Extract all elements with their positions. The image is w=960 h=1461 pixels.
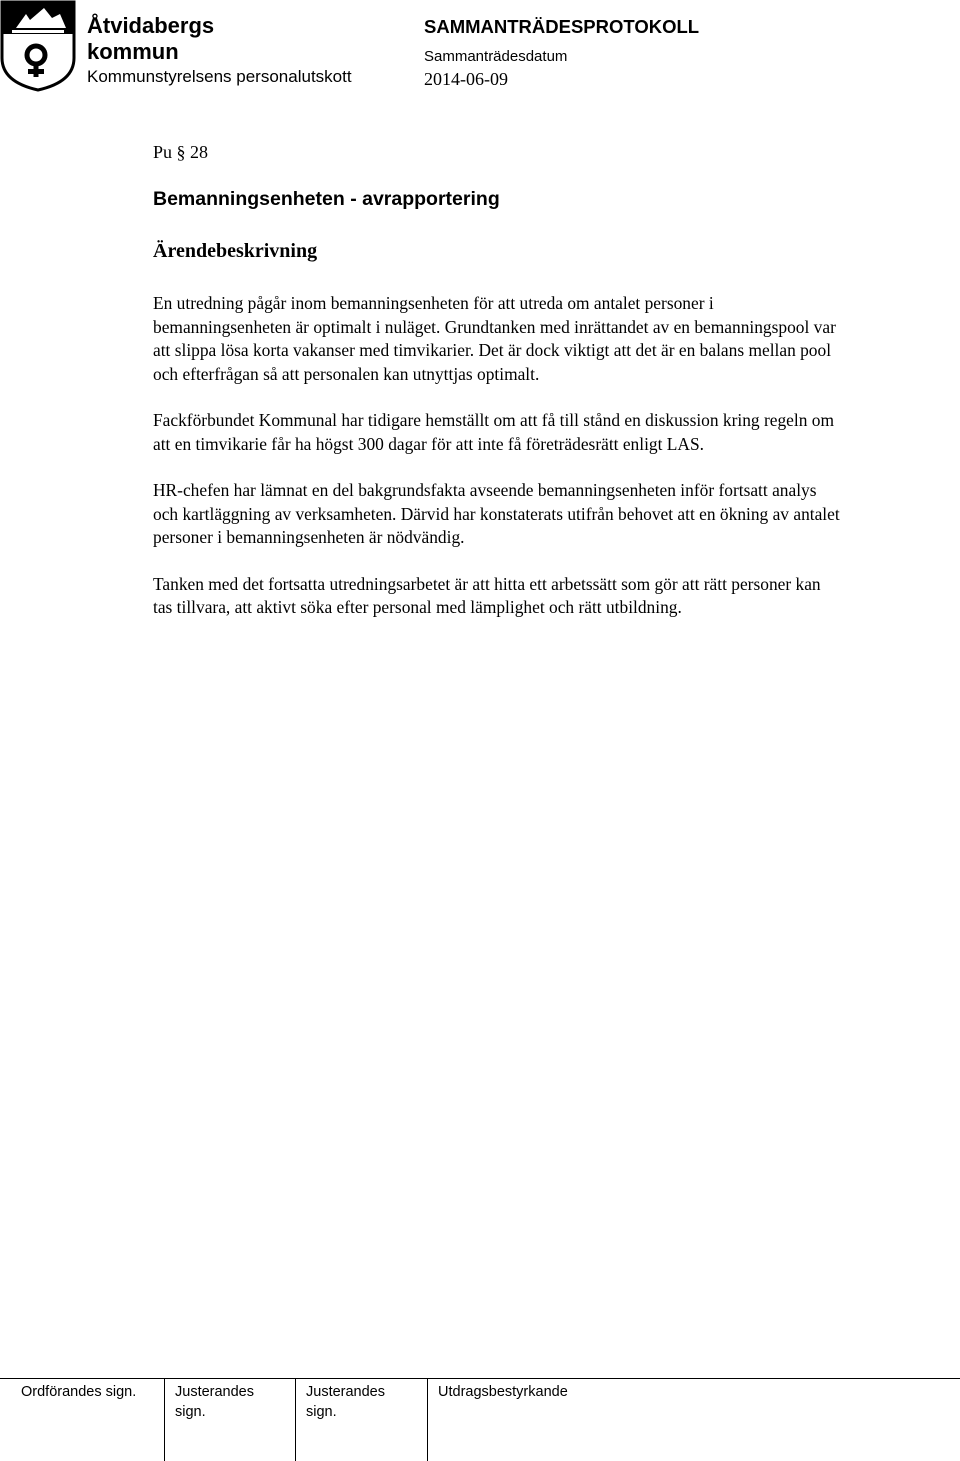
- footer-divider: [427, 1379, 428, 1461]
- footer-divider: [295, 1379, 296, 1461]
- signature-footer: [0, 1378, 960, 1461]
- body-paragraph: En utredning pågår inom bemanningsenheten för att utreda om antalet personer i bemanningsenheten är optimalt i nuläget. Grundtanken med inrättandet av en bemanningspool var att slippa lösa korta vakanser med timvikarier. Det är dock viktigt att det är en balans mellan pool och efterfrågan så att personalen kan utnyttjas optimalt.: [153, 293, 836, 384]
- body-paragraph: Fackförbundet Kommunal har tidigare hemställt om att få till stånd en diskussion kring regeln om att en timvikarie får ha högst 300 dagar för att inte få företrädesrätt enligt LAS.: [153, 410, 834, 454]
- organization-name-suffix: kommun: [87, 39, 179, 64]
- meeting-date: 2014-06-09: [424, 69, 508, 89]
- paragraph-number: Pu § 28: [153, 142, 209, 162]
- adjuster-signature-label: Justerandes sign.: [175, 1384, 254, 1420]
- document-title: Bemanningsenheten - avrapportering: [153, 188, 500, 210]
- footer-divider: [164, 1379, 165, 1461]
- committee-name: Kommunstyrelsens personalutskott: [87, 67, 352, 86]
- chair-signature-label: Ordförandes sign.: [21, 1384, 137, 1400]
- body-paragraph: Tanken med det fortsatta utredningsarbetet är att hitta ett arbetssätt som gör att rätt personer kan tas tillvara, att aktivt söka efter personal med lämplighet och rätt utbildning.: [153, 573, 821, 617]
- document-body: [153, 140, 843, 620]
- meeting-date-label: Sammanträdesdatum: [424, 48, 568, 65]
- extract-certification-label: Utdragsbestyrkande: [438, 1384, 568, 1400]
- document-type: SAMMANTRÄDESPROTOKOLL: [424, 16, 700, 37]
- organization-name: Åtvidabergs: [87, 13, 215, 38]
- body-paragraph: HR-chefen har lämnat en del bakgrundsfakta avseende bemanningsenheten inför fortsatt analys och kartläggning av verksamheten. Därvid har konstaterats utifrån behovet att en ökning av antalet personer i bemanningsenheten är nödvändig.: [153, 480, 840, 547]
- adjuster-signature-label: Justerandes sign.: [306, 1384, 385, 1420]
- footer-rule: [0, 1378, 960, 1379]
- section-heading: Ärendebeskrivning: [153, 240, 318, 262]
- municipal-coat-of-arms-icon: [0, 0, 76, 92]
